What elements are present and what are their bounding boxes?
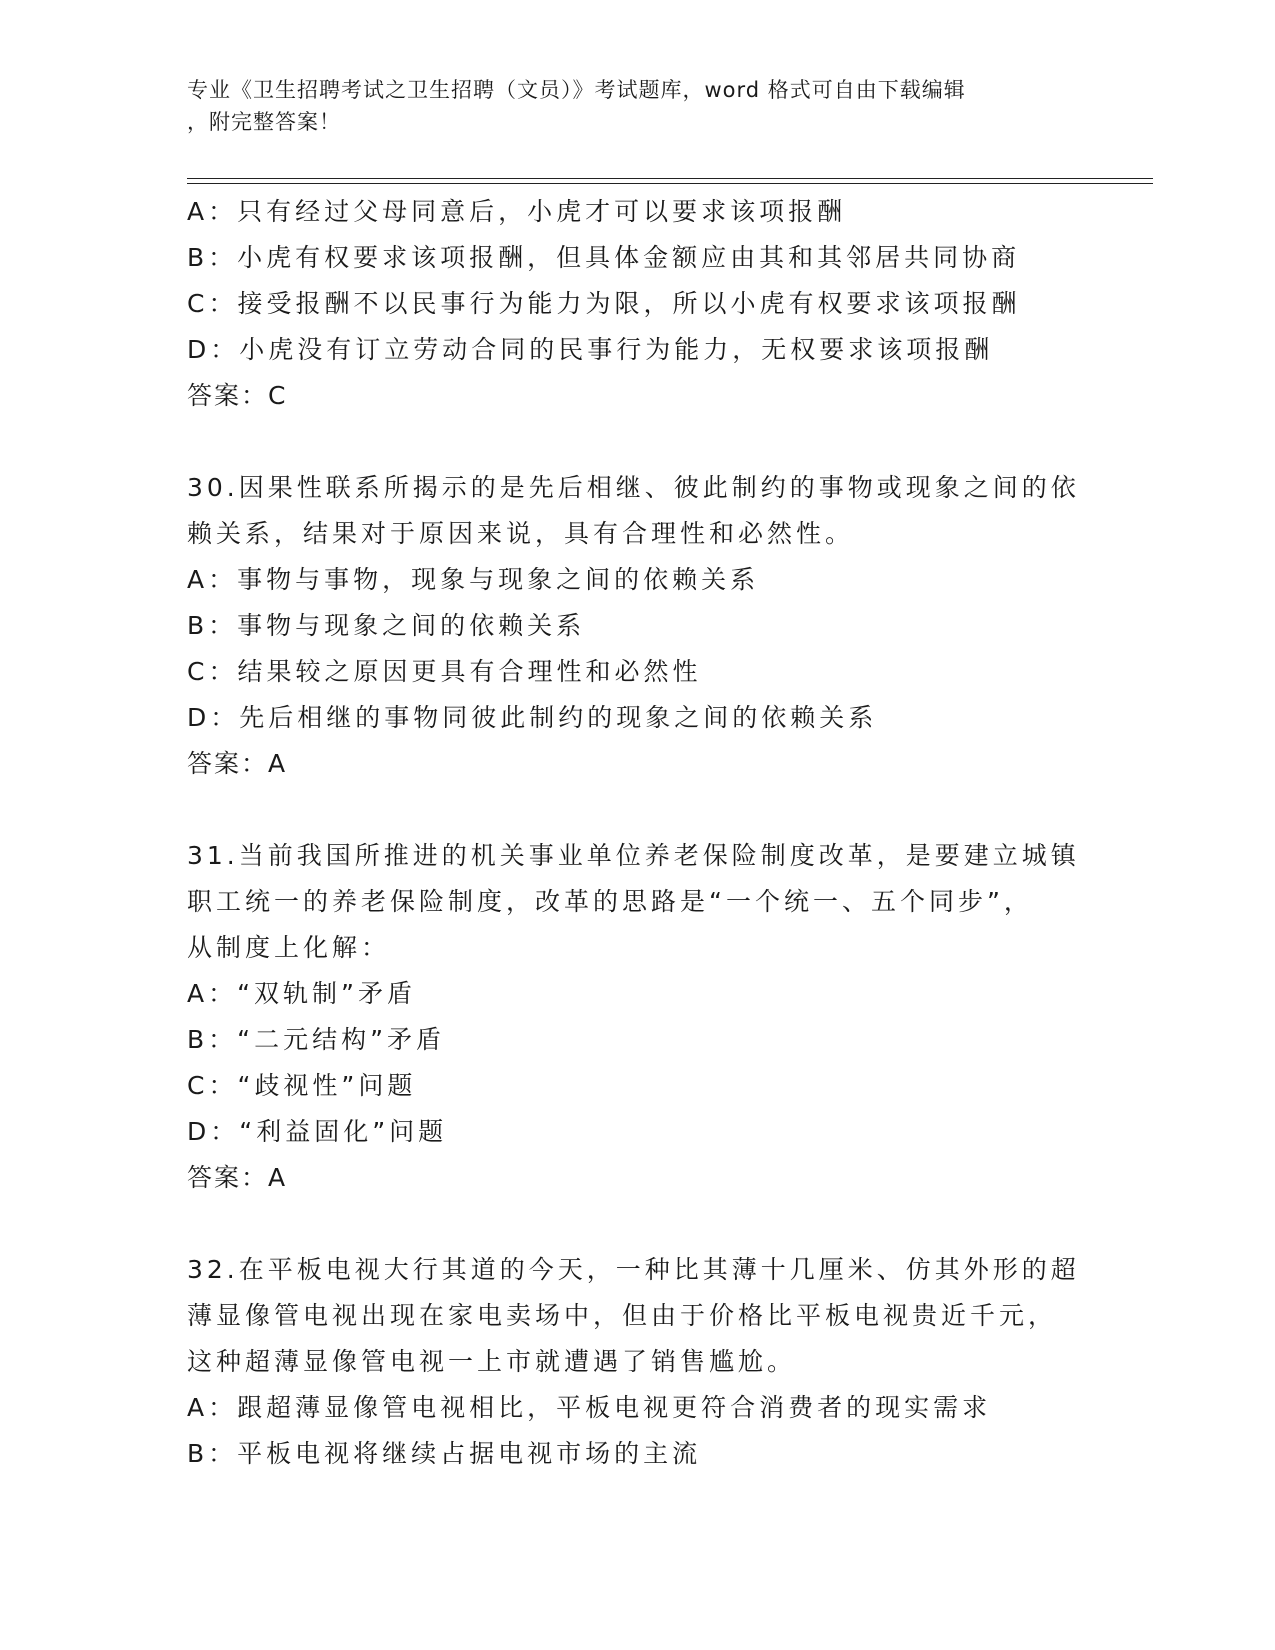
option-b: B：事物与现象之间的依赖关系	[187, 611, 586, 640]
question-stem: 30.因果性联系所揭示的是先后相继、彼此制约的事物或现象之间的依	[187, 473, 1080, 502]
option-b: B：小虎有权要求该项报酬，但具体金额应由其和其邻居共同协商	[187, 243, 1021, 272]
answer-line: 答案：A	[187, 749, 288, 778]
question-31	[187, 833, 1087, 1201]
question-stem: 从制度上化解：	[187, 933, 391, 962]
option-a: A：跟超薄显像管电视相比，平板电视更符合消费者的现实需求	[187, 1393, 992, 1422]
question-stem: 32.在平板电视大行其道的今天，一种比其薄十几厘米、仿其外形的超	[187, 1255, 1080, 1284]
option-c: C：接受报酬不以民事行为能力为限，所以小虎有权要求该项报酬	[187, 289, 1021, 318]
question-stem: 职工统一的养老保险制度，改革的思路是“一个统一、五个同步”，	[187, 887, 1033, 916]
question-stem: 这种超薄显像管电视一上市就遭遇了销售尴尬。	[187, 1347, 797, 1376]
option-a: A：事物与事物，现象与现象之间的依赖关系	[187, 565, 760, 594]
prev-question	[187, 189, 1087, 419]
option-d: D：先后相继的事物同彼此制约的现象之间的依赖关系	[187, 703, 878, 732]
option-a: A：“双轨制”矛盾	[187, 979, 417, 1008]
header-line-2: ，附完整答案！	[187, 110, 341, 134]
answer-line: 答案：C	[187, 381, 288, 410]
option-b: B：平板电视将继续占据电视市场的主流	[187, 1439, 702, 1468]
option-c: C：结果较之原因更具有合理性和必然性	[187, 657, 702, 686]
question-32	[187, 1247, 1087, 1477]
option-b: B：“二元结构”矛盾	[187, 1025, 446, 1054]
document-header	[187, 74, 1067, 138]
question-stem: 31.当前我国所推进的机关事业单位养老保险制度改革，是要建立城镇	[187, 841, 1080, 870]
option-d: D：“利益固化”问题	[187, 1117, 448, 1146]
spacer	[187, 419, 1087, 465]
question-content	[187, 189, 1087, 1477]
option-d: D：小虎没有订立劳动合同的民事行为能力，无权要求该项报酬	[187, 335, 994, 364]
spacer	[187, 787, 1087, 833]
option-c: C：“歧视性”问题	[187, 1071, 417, 1100]
header-line-1: 专业《卫生招聘考试之卫生招聘（文员）》考试题库，word 格式可自由下载编辑	[187, 78, 966, 102]
question-stem: 薄显像管电视出现在家电卖场中，但由于价格比平板电视贵近千元，	[187, 1301, 1058, 1330]
option-a: A：只有经过父母同意后，小虎才可以要求该项报酬	[187, 197, 847, 226]
question-stem: 赖关系，结果对于原因来说，具有合理性和必然性。	[187, 519, 855, 548]
answer-line: 答案：A	[187, 1163, 288, 1192]
spacer	[187, 1201, 1087, 1247]
question-30	[187, 465, 1087, 787]
header-divider	[187, 178, 1153, 184]
